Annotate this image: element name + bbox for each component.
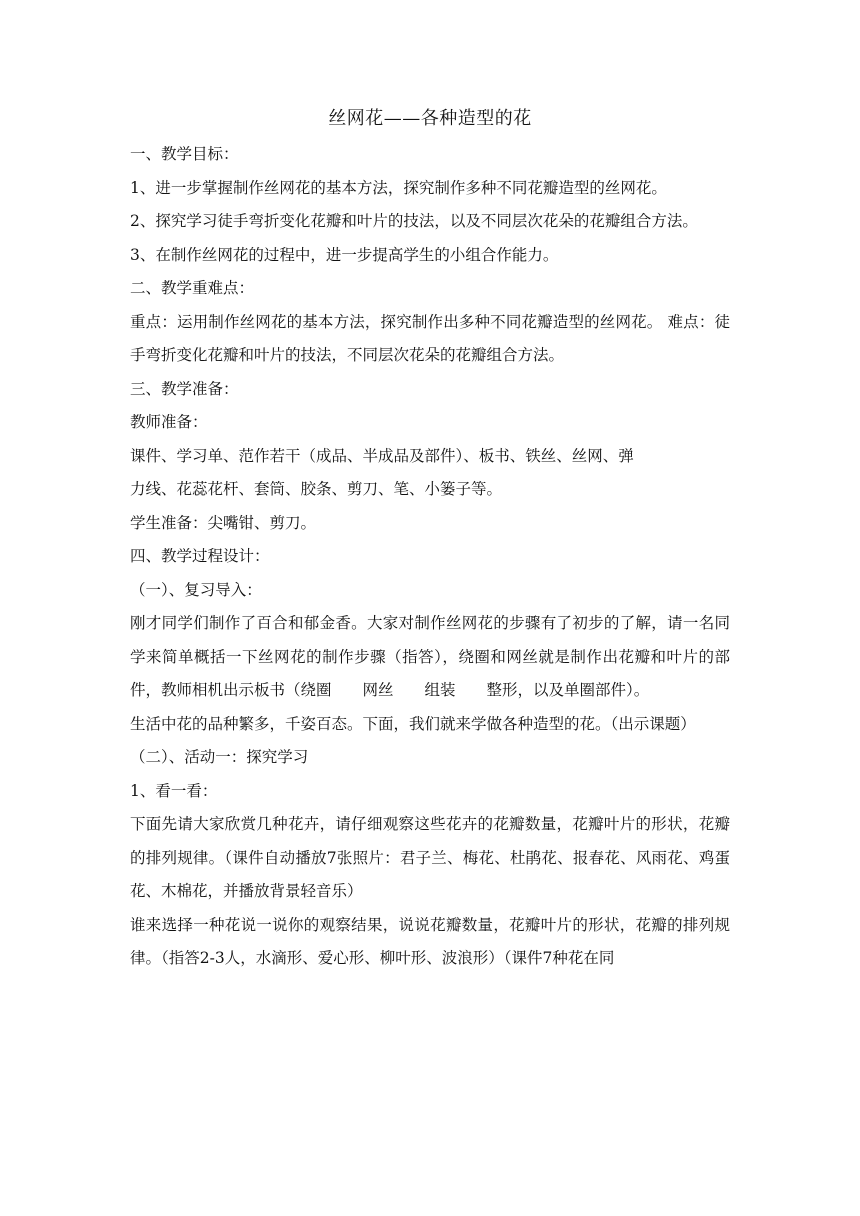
teacher-prep-line-1: 课件、学习单、范作若干（成品、半成品及部件）、板书、铁丝、丝网、弹 bbox=[130, 446, 634, 465]
intro-paragraph: 生活中花的品种繁多，千姿百态。下面，我们就来学做各种造型的花。（出示课题） bbox=[130, 714, 696, 733]
goal-3: 3、在制作丝网花的过程中，进一步提高学生的小组合作能力。 bbox=[130, 245, 559, 264]
step-look: 1、看一看： bbox=[130, 781, 218, 800]
review-paragraph: 刚才同学们制作了百合和郁金香。大家对制作丝网花的步骤有了初步的了解，请一名同学来简单概括一下丝网花的制作步骤（指答），绕圈和网丝就是制作出花瓣和叶片的部件，教师相机出示板书（绕圈 网丝 组装 整形，以及单圈部件）。 bbox=[130, 614, 730, 699]
key-points-text: 重点：运用制作丝网花的基本方法，探究制作出多种不同花瓣造型的丝网花。 难点：徒手弯折变化花瓣和叶片的技法，不同层次花朵的花瓣组合方法。 bbox=[130, 312, 730, 364]
heading-preparation: 三、教学准备： bbox=[130, 379, 239, 398]
goal-2: 2、探究学习徒手弯折变化花瓣和叶片的技法，以及不同层次花朵的花瓣组合方法。 bbox=[130, 212, 698, 230]
subheading-review: （一）、复习导入： bbox=[130, 580, 262, 599]
discuss-paragraph: 谁来选择一种花说一说你的观察结果，说说花瓣数量，花瓣叶片的形状，花瓣的排列规律。（指答2-3人，水滴形、爱心形、柳叶形、波浪形）（课件7种花在同 bbox=[130, 915, 730, 967]
observe-paragraph: 下面先请大家欣赏几种花卉，请仔细观察这些花卉的花瓣数量，花瓣叶片的形状，花瓣的排列规律。（课件自动播放7张照片：君子兰、梅花、杜鹃花、报春花、风雨花、鸡蛋花、木棉花，并播放背景轻音乐） bbox=[130, 815, 730, 900]
teacher-prep-line-2: 力线、花蕊花杆、套筒、胶条、剪刀、笔、小篓子等。 bbox=[130, 480, 503, 498]
document-body bbox=[130, 104, 730, 976]
student-prep: 学生准备：尖嘴钳、剪刀。 bbox=[130, 513, 317, 532]
subheading-activity-1: （二）、活动一：探究学习 bbox=[130, 748, 309, 766]
heading-key-points: 二、教学重难点： bbox=[130, 279, 255, 297]
heading-goals: 一、教学目标： bbox=[130, 145, 239, 163]
heading-process: 四、教学过程设计： bbox=[130, 547, 270, 565]
goal-1: 1、进一步掌握制作丝网花的基本方法，探究制作多种不同花瓣造型的丝网花。 bbox=[130, 178, 667, 197]
document-title: 丝网花——各种造型的花 bbox=[328, 108, 532, 129]
teacher-prep-label: 教师准备： bbox=[130, 413, 208, 431]
